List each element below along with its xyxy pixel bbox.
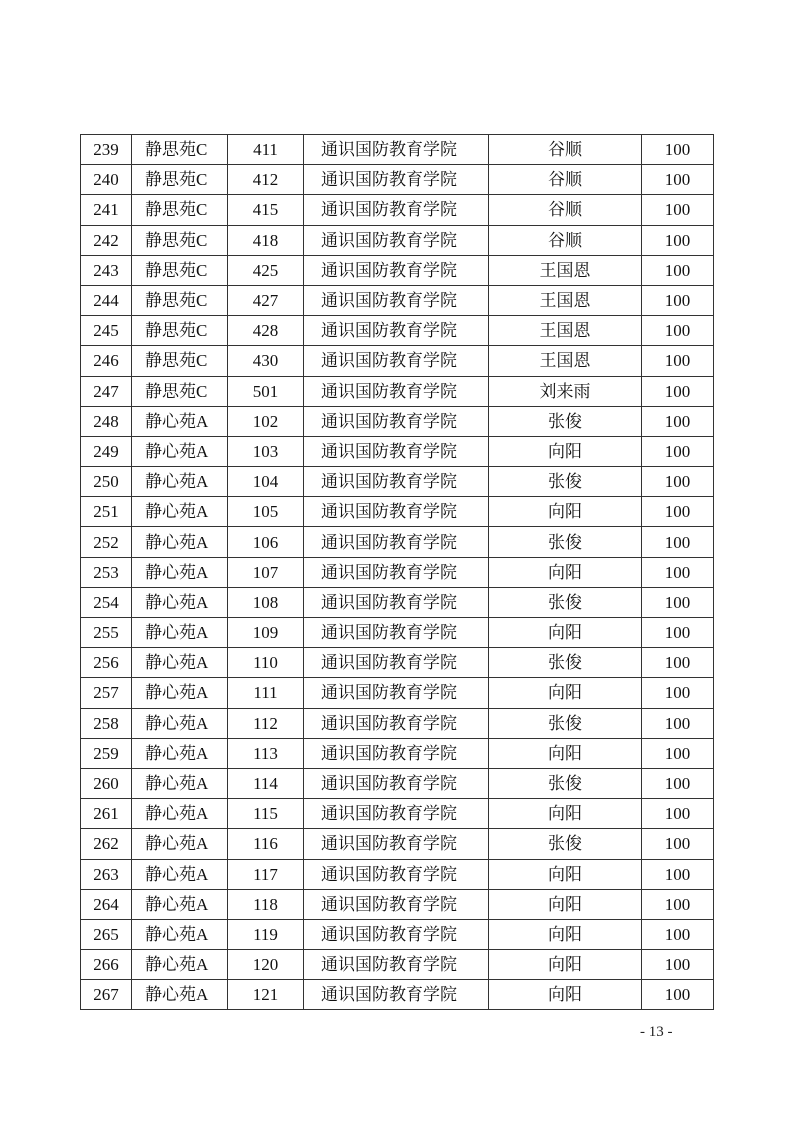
cell-serial-number: 252 xyxy=(81,527,132,557)
cell-person-name: 向阳 xyxy=(489,919,642,949)
cell-person-name: 向阳 xyxy=(489,557,642,587)
cell-building: 静心苑A xyxy=(132,829,228,859)
cell-college: 通识国防教育学院 xyxy=(304,135,489,165)
table-row xyxy=(81,436,714,466)
cell-score: 100 xyxy=(642,165,714,195)
cell-college: 通识国防教育学院 xyxy=(304,497,489,527)
cell-score: 100 xyxy=(642,316,714,346)
cell-serial-number: 267 xyxy=(81,980,132,1010)
cell-college: 通识国防教育学院 xyxy=(304,255,489,285)
cell-serial-number: 239 xyxy=(81,135,132,165)
cell-person-name: 向阳 xyxy=(489,738,642,768)
cell-person-name: 向阳 xyxy=(489,980,642,1010)
cell-serial-number: 258 xyxy=(81,708,132,738)
cell-college: 通识国防教育学院 xyxy=(304,950,489,980)
cell-room-number: 113 xyxy=(228,738,304,768)
cell-room-number: 107 xyxy=(228,557,304,587)
cell-person-name: 张俊 xyxy=(489,648,642,678)
cell-person-name: 张俊 xyxy=(489,587,642,617)
cell-person-name: 王国恩 xyxy=(489,346,642,376)
cell-college: 通识国防教育学院 xyxy=(304,406,489,436)
cell-room-number: 106 xyxy=(228,527,304,557)
table-row xyxy=(81,919,714,949)
cell-serial-number: 259 xyxy=(81,738,132,768)
cell-person-name: 张俊 xyxy=(489,406,642,436)
cell-person-name: 向阳 xyxy=(489,678,642,708)
table-row xyxy=(81,950,714,980)
cell-room-number: 104 xyxy=(228,467,304,497)
cell-person-name: 张俊 xyxy=(489,708,642,738)
cell-building: 静心苑A xyxy=(132,678,228,708)
page-number: - 13 - xyxy=(640,1024,673,1040)
cell-score: 100 xyxy=(642,768,714,798)
cell-score: 100 xyxy=(642,497,714,527)
cell-serial-number: 264 xyxy=(81,889,132,919)
cell-room-number: 120 xyxy=(228,950,304,980)
cell-building: 静心苑A xyxy=(132,980,228,1010)
table-row xyxy=(81,678,714,708)
cell-serial-number: 256 xyxy=(81,648,132,678)
cell-building: 静心苑A xyxy=(132,497,228,527)
cell-building: 静心苑A xyxy=(132,557,228,587)
cell-building: 静心苑A xyxy=(132,708,228,738)
table-row xyxy=(81,285,714,315)
cell-score: 100 xyxy=(642,859,714,889)
table-row xyxy=(81,467,714,497)
cell-college: 通识国防教育学院 xyxy=(304,799,489,829)
cell-building: 静思苑C xyxy=(132,165,228,195)
cell-serial-number: 240 xyxy=(81,165,132,195)
cell-room-number: 110 xyxy=(228,648,304,678)
cell-serial-number: 241 xyxy=(81,195,132,225)
cell-room-number: 116 xyxy=(228,829,304,859)
table-row xyxy=(81,135,714,165)
cell-building: 静心苑A xyxy=(132,618,228,648)
cell-room-number: 427 xyxy=(228,285,304,315)
cell-college: 通识国防教育学院 xyxy=(304,859,489,889)
cell-building: 静心苑A xyxy=(132,587,228,617)
cell-person-name: 向阳 xyxy=(489,618,642,648)
cell-building: 静心苑A xyxy=(132,859,228,889)
cell-building: 静心苑A xyxy=(132,889,228,919)
cell-college: 通识国防教育学院 xyxy=(304,467,489,497)
cell-college: 通识国防教育学院 xyxy=(304,316,489,346)
cell-score: 100 xyxy=(642,889,714,919)
cell-room-number: 119 xyxy=(228,919,304,949)
cell-person-name: 张俊 xyxy=(489,527,642,557)
cell-room-number: 425 xyxy=(228,255,304,285)
cell-person-name: 谷顺 xyxy=(489,135,642,165)
cell-score: 100 xyxy=(642,618,714,648)
cell-score: 100 xyxy=(642,527,714,557)
cell-college: 通识国防教育学院 xyxy=(304,829,489,859)
cell-college: 通识国防教育学院 xyxy=(304,919,489,949)
cell-college: 通识国防教育学院 xyxy=(304,557,489,587)
cell-building: 静思苑C xyxy=(132,316,228,346)
cell-room-number: 411 xyxy=(228,135,304,165)
cell-room-number: 111 xyxy=(228,678,304,708)
cell-score: 100 xyxy=(642,376,714,406)
cell-score: 100 xyxy=(642,738,714,768)
table-row xyxy=(81,587,714,617)
cell-score: 100 xyxy=(642,950,714,980)
cell-person-name: 张俊 xyxy=(489,829,642,859)
cell-serial-number: 249 xyxy=(81,436,132,466)
cell-building: 静思苑C xyxy=(132,376,228,406)
cell-score: 100 xyxy=(642,557,714,587)
cell-person-name: 王国恩 xyxy=(489,285,642,315)
cell-score: 100 xyxy=(642,346,714,376)
cell-room-number: 501 xyxy=(228,376,304,406)
table-row xyxy=(81,316,714,346)
table-row xyxy=(81,799,714,829)
cell-building: 静心苑A xyxy=(132,527,228,557)
cell-college: 通识国防教育学院 xyxy=(304,436,489,466)
cell-person-name: 谷顺 xyxy=(489,195,642,225)
cell-score: 100 xyxy=(642,648,714,678)
cell-serial-number: 260 xyxy=(81,768,132,798)
cell-room-number: 112 xyxy=(228,708,304,738)
cell-serial-number: 255 xyxy=(81,618,132,648)
cell-serial-number: 262 xyxy=(81,829,132,859)
cell-serial-number: 251 xyxy=(81,497,132,527)
cell-person-name: 向阳 xyxy=(489,497,642,527)
cell-building: 静心苑A xyxy=(132,467,228,497)
cell-serial-number: 247 xyxy=(81,376,132,406)
cell-college: 通识国防教育学院 xyxy=(304,285,489,315)
cell-person-name: 张俊 xyxy=(489,768,642,798)
cell-score: 100 xyxy=(642,708,714,738)
cell-person-name: 向阳 xyxy=(489,859,642,889)
cell-building: 静思苑C xyxy=(132,135,228,165)
cell-score: 100 xyxy=(642,436,714,466)
cell-building: 静心苑A xyxy=(132,738,228,768)
cell-person-name: 张俊 xyxy=(489,467,642,497)
cell-room-number: 115 xyxy=(228,799,304,829)
cell-building: 静心苑A xyxy=(132,648,228,678)
cell-room-number: 102 xyxy=(228,406,304,436)
cell-college: 通识国防教育学院 xyxy=(304,587,489,617)
cell-score: 100 xyxy=(642,980,714,1010)
cell-room-number: 121 xyxy=(228,980,304,1010)
cell-person-name: 王国恩 xyxy=(489,255,642,285)
cell-serial-number: 243 xyxy=(81,255,132,285)
cell-building: 静思苑C xyxy=(132,195,228,225)
cell-person-name: 谷顺 xyxy=(489,165,642,195)
cell-room-number: 109 xyxy=(228,618,304,648)
cell-serial-number: 248 xyxy=(81,406,132,436)
cell-score: 100 xyxy=(642,135,714,165)
cell-serial-number: 244 xyxy=(81,285,132,315)
cell-score: 100 xyxy=(642,587,714,617)
cell-score: 100 xyxy=(642,225,714,255)
cell-score: 100 xyxy=(642,195,714,225)
table-row xyxy=(81,165,714,195)
cell-room-number: 108 xyxy=(228,587,304,617)
cell-building: 静心苑A xyxy=(132,919,228,949)
cell-room-number: 430 xyxy=(228,346,304,376)
cell-serial-number: 257 xyxy=(81,678,132,708)
cell-score: 100 xyxy=(642,829,714,859)
table-row xyxy=(81,980,714,1010)
cell-score: 100 xyxy=(642,255,714,285)
table-row xyxy=(81,829,714,859)
cell-serial-number: 254 xyxy=(81,587,132,617)
table-row xyxy=(81,859,714,889)
cell-college: 通识国防教育学院 xyxy=(304,225,489,255)
cell-person-name: 向阳 xyxy=(489,950,642,980)
table-row xyxy=(81,738,714,768)
cell-serial-number: 266 xyxy=(81,950,132,980)
cell-score: 100 xyxy=(642,467,714,497)
cell-building: 静思苑C xyxy=(132,346,228,376)
cell-score: 100 xyxy=(642,678,714,708)
cell-room-number: 103 xyxy=(228,436,304,466)
table-body xyxy=(81,135,714,1010)
cell-room-number: 117 xyxy=(228,859,304,889)
cell-score: 100 xyxy=(642,285,714,315)
cell-serial-number: 245 xyxy=(81,316,132,346)
cell-building: 静心苑A xyxy=(132,768,228,798)
cell-building: 静思苑C xyxy=(132,255,228,285)
table-row xyxy=(81,497,714,527)
cell-score: 100 xyxy=(642,919,714,949)
cell-college: 通识国防教育学院 xyxy=(304,165,489,195)
cell-college: 通识国防教育学院 xyxy=(304,648,489,678)
table-row xyxy=(81,225,714,255)
cell-room-number: 418 xyxy=(228,225,304,255)
cell-person-name: 向阳 xyxy=(489,799,642,829)
cell-college: 通识国防教育学院 xyxy=(304,678,489,708)
table-row xyxy=(81,346,714,376)
cell-college: 通识国防教育学院 xyxy=(304,527,489,557)
cell-score: 100 xyxy=(642,799,714,829)
table-row xyxy=(81,557,714,587)
cell-serial-number: 253 xyxy=(81,557,132,587)
cell-college: 通识国防教育学院 xyxy=(304,708,489,738)
cell-serial-number: 263 xyxy=(81,859,132,889)
table-row xyxy=(81,527,714,557)
table-row xyxy=(81,708,714,738)
cell-person-name: 谷顺 xyxy=(489,225,642,255)
cell-serial-number: 246 xyxy=(81,346,132,376)
cell-building: 静心苑A xyxy=(132,436,228,466)
cell-building: 静心苑A xyxy=(132,406,228,436)
cell-room-number: 412 xyxy=(228,165,304,195)
cell-room-number: 118 xyxy=(228,889,304,919)
cell-room-number: 105 xyxy=(228,497,304,527)
table-row xyxy=(81,255,714,285)
cell-building: 静心苑A xyxy=(132,950,228,980)
table-row xyxy=(81,406,714,436)
cell-room-number: 114 xyxy=(228,768,304,798)
cell-room-number: 415 xyxy=(228,195,304,225)
cell-college: 通识国防教育学院 xyxy=(304,980,489,1010)
table-row xyxy=(81,889,714,919)
table-row xyxy=(81,618,714,648)
table-row xyxy=(81,195,714,225)
cell-building: 静思苑C xyxy=(132,285,228,315)
cell-college: 通识国防教育学院 xyxy=(304,346,489,376)
cell-serial-number: 250 xyxy=(81,467,132,497)
cell-college: 通识国防教育学院 xyxy=(304,618,489,648)
table-row xyxy=(81,376,714,406)
cell-building: 静心苑A xyxy=(132,799,228,829)
cell-serial-number: 265 xyxy=(81,919,132,949)
cell-college: 通识国防教育学院 xyxy=(304,738,489,768)
cell-college: 通识国防教育学院 xyxy=(304,195,489,225)
cell-person-name: 王国恩 xyxy=(489,316,642,346)
cell-building: 静思苑C xyxy=(132,225,228,255)
cell-serial-number: 261 xyxy=(81,799,132,829)
cell-college: 通识国防教育学院 xyxy=(304,376,489,406)
cell-college: 通识国防教育学院 xyxy=(304,889,489,919)
cell-score: 100 xyxy=(642,406,714,436)
dormitory-score-table xyxy=(80,134,714,1010)
cell-person-name: 刘来雨 xyxy=(489,376,642,406)
cell-college: 通识国防教育学院 xyxy=(304,768,489,798)
table-row xyxy=(81,648,714,678)
cell-person-name: 向阳 xyxy=(489,889,642,919)
cell-person-name: 向阳 xyxy=(489,436,642,466)
table-row xyxy=(81,768,714,798)
cell-room-number: 428 xyxy=(228,316,304,346)
cell-serial-number: 242 xyxy=(81,225,132,255)
